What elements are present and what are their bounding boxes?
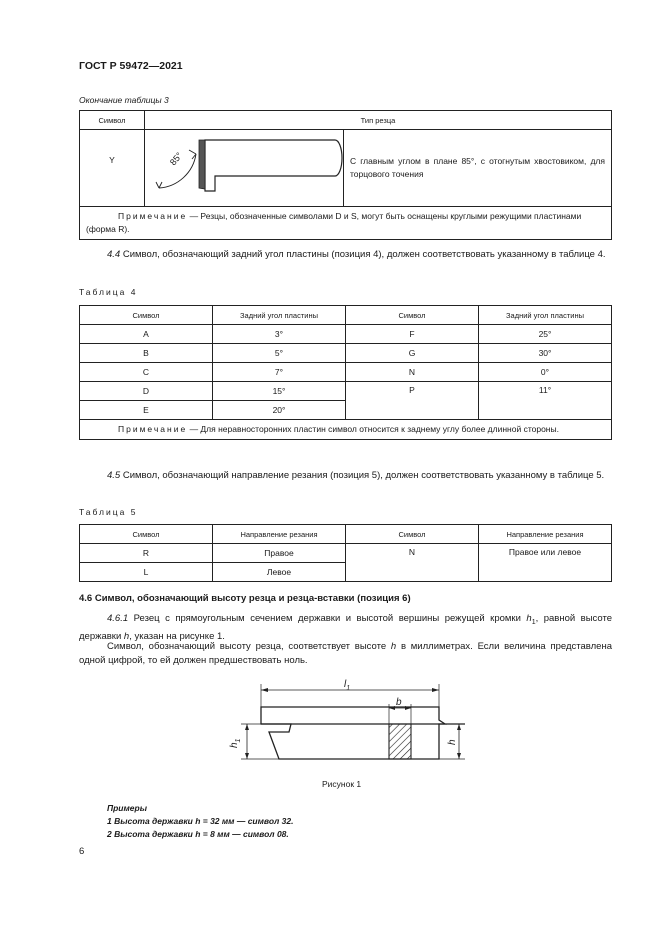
table-cell: N [346,363,479,382]
table-row [80,130,612,207]
paragraph-4-5 [79,469,612,483]
figure-caption: Рисунок 1 [322,779,362,789]
symbol-cell: Y [80,130,145,207]
note-cell [80,420,612,440]
table-row [80,363,612,382]
var-h: h [390,641,397,652]
header-cell: Символ [346,525,479,544]
subscript: 1 [531,618,536,626]
tool-drawing-cell [145,130,344,206]
paragraph-text: , указан на рисунке 1. [129,630,225,642]
table-cell: R [80,544,213,563]
table-cell: 11° [479,382,612,420]
table5-title: Таблица 5 [79,507,138,517]
var-h: h [526,613,532,624]
type-description: С главным углом в плане 85°, с отогнутым хвостовиком, для торцового точения [350,156,605,179]
header-cell: Направление резания [479,525,612,544]
table-5 [79,524,612,582]
table-cell: G [346,344,479,363]
paragraph-4-4 [79,248,612,262]
table-cell: L [80,563,213,582]
dim-b: b [396,697,402,708]
dim-h: h [447,739,458,745]
table-cell: 20° [213,401,346,420]
cutting-tool-drawing [145,130,343,206]
dim-l-sub: 1 [346,685,351,692]
table-cell: A [80,325,213,344]
table-cell: E [80,401,213,420]
note-row [80,207,612,240]
var-h: h [123,630,130,642]
angle-label: 85° [167,150,185,168]
table-cell: F [346,325,479,344]
document-code: ГОСТ Р 59472—2021 [79,60,183,72]
table-cell: P [346,382,479,420]
example-item: 1 Высота державки h = 32 мм — символ 32. [107,816,294,826]
table-cell: Левое [213,563,346,582]
table3-caption: Окончание таблицы 3 [79,95,169,105]
dim-h1-sub: 1 [235,738,242,743]
note-text: — Для неравносторонних пластин символ относится к заднему углу более длинной стороны. [187,424,559,434]
example-item: 2 Высота державки h = 8 мм — символ 08. [107,829,289,839]
table-row [80,544,612,563]
paragraph-text: в миллиметрах. Если величина представлена одной цифрой, то ей должен предшествовать ноль. [79,641,612,666]
header-cell: Символ [80,306,213,325]
header-cell: Задний угол пластины [213,306,346,325]
paragraph-symbol [79,640,612,668]
note-text: — Резцы, обозначенные символами D и S, могут быть оснащены круглыми режущими пластинами (форма R). [86,211,582,234]
clause-number: 4.5 [107,470,121,481]
table-cell: 3° [213,325,346,344]
table-header-row [80,525,612,544]
header-cell: Символ [80,111,145,130]
header-cell: Задний угол пластины [479,306,612,325]
table-cell: 30° [479,344,612,363]
paragraph-text: Символ, обозначающий задний угол пластины (позиция 4), должен соответствовать указанному в таблице 4. [120,249,606,260]
table-cell: Правое [213,544,346,563]
table-row [80,325,612,344]
type-cell [145,130,612,207]
table-cell: 25° [479,325,612,344]
note-row [80,420,612,440]
table-3 [79,110,612,240]
dim-h1: h [229,742,240,748]
header-cell: Символ [80,525,213,544]
dim-label-h1 [229,738,242,748]
table-cell: B [80,344,213,363]
note-cell [80,207,612,240]
paragraph-text: Символ, обозначающий направление резания (позиция 5), должен соответствовать указанному в таблице 5. [120,470,605,481]
table-cell: N [346,544,479,582]
section-heading-4-6: 4.6 Символ, обозначающий высоту резца и резца-вставки (позиция 6) [79,593,411,604]
note-prefix: Примечание [118,211,188,221]
paragraph-text: , равной высоте державки [79,613,613,642]
table-header-row [80,306,612,325]
header-cell: Тип резца [145,111,612,130]
table-cell: Правое или левое [479,544,612,582]
table-row [80,382,612,401]
clause-number: 4.6.1 [107,613,129,624]
figure-1-drawing [225,672,475,772]
table-cell: D [80,382,213,401]
header-cell: Направление резания [213,525,346,544]
table-cell: 5° [213,344,346,363]
paragraph-text: Резец с прямоугольным сечением державки и высотой вершины режущей кромки [128,613,527,624]
clause-number: 4.4 [107,249,121,260]
table-cell: 7° [213,363,346,382]
table-header-row [80,111,612,130]
table-cell: C [80,363,213,382]
paragraph-text: Символ, обозначающий высоту резца, соответствует высоте [107,641,391,652]
dim-l: l [344,679,347,690]
header-cell: Символ [346,306,479,325]
table-4 [79,305,612,440]
examples-title: Примеры [107,803,147,813]
table4-title: Таблица 4 [79,287,138,297]
table-row [80,344,612,363]
page-number: 6 [79,846,85,857]
note-prefix: Примечание [118,424,188,434]
table-cell: 0° [479,363,612,382]
table-cell: 15° [213,382,346,401]
